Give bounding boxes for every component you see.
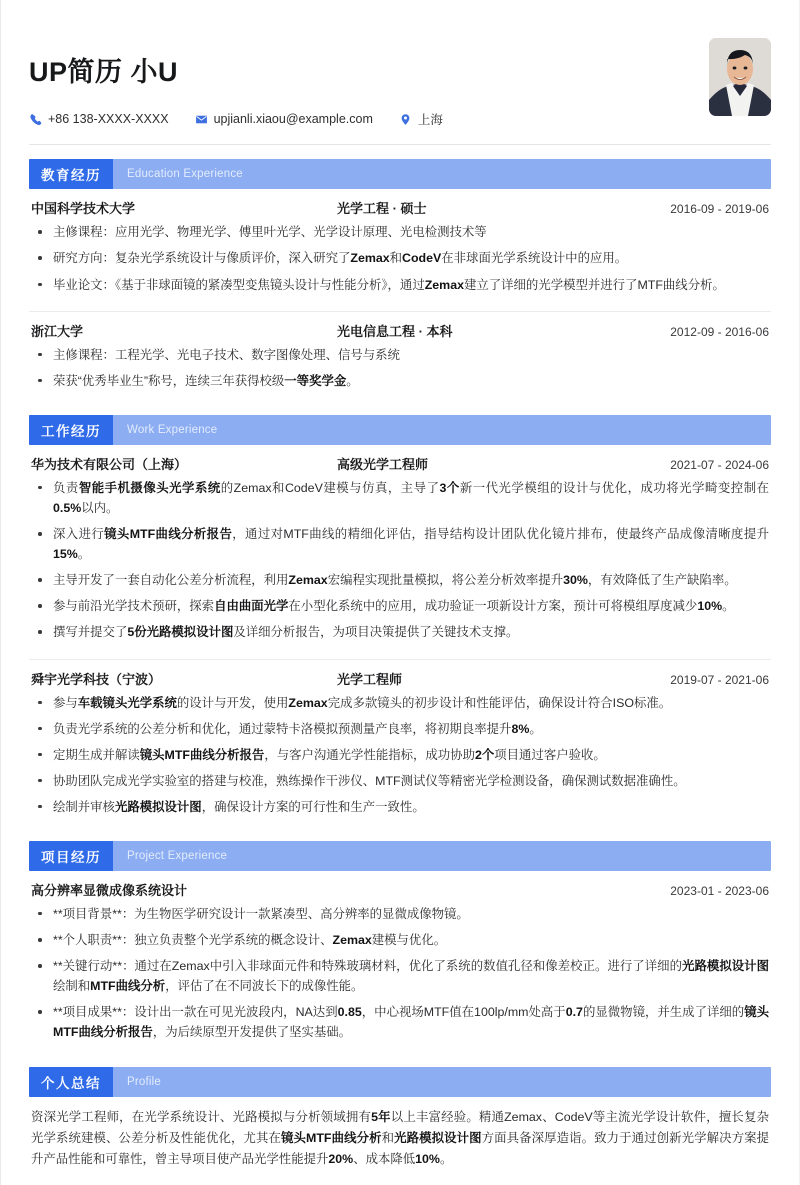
list-item: 负责智能手机摄像头光学系统的Zemax和CodeV建模与仿真，主导了3个新一代光学模组的设计与优化，成功将光学畸变控制在0.5%以内。	[31, 478, 769, 518]
section-title-zh: 项目经历	[29, 841, 113, 871]
section-header	[29, 415, 771, 445]
contact-location[interactable]	[399, 110, 443, 128]
experience-entry	[29, 871, 771, 1053]
list-item: 主修课程：应用光学、物理光学、傅里叶光学、光学设计原理、光电检测技术等	[31, 222, 769, 242]
section-work-experience	[29, 415, 771, 827]
section-project-experience	[29, 841, 771, 1053]
entry-date-range: 2019-07 - 2021-06	[670, 672, 769, 687]
avatar	[709, 38, 771, 116]
section-title-en: Profile	[127, 1075, 161, 1088]
entry-role: 光电信息工程 · 本科	[337, 323, 453, 339]
entry-organization: 华为技术有限公司（上海）	[31, 456, 188, 472]
section-title-en: Education Experience	[127, 168, 243, 181]
list-item: 协助团队完成光学实验室的搭建与校准，熟练操作干涉仪、MTF测试仪等精密光学检测设备，确保测试数据准确性。	[31, 771, 769, 791]
section-title-en: Work Experience	[127, 423, 218, 436]
contact-phone[interactable]	[29, 112, 169, 126]
entry-header	[31, 321, 769, 340]
entry-organization: 舜宇光学科技（宁波）	[31, 671, 162, 687]
entry-header	[31, 198, 769, 217]
header-divider	[29, 144, 771, 145]
experience-entry	[29, 311, 771, 401]
entry-header	[31, 880, 769, 899]
list-item: 定期生成并解读镜头MTF曲线分析报告，与客户沟通光学性能指标，成功协助2个项目通过客户验收。	[31, 745, 769, 765]
entry-bullet-list	[31, 345, 769, 391]
list-item: 参与车载镜头光学系统的设计与开发，使用Zemax完成多款镜头的初步设计和性能评估，确保设计符合ISO标准。	[31, 693, 769, 713]
entry-organization: 浙江大学	[31, 323, 84, 339]
location-pin-icon	[399, 113, 412, 126]
list-item: 撰写并提交了5份光路模拟设计图及详细分析报告，为项目决策提供了关键技术支撑。	[31, 622, 769, 642]
section-profile	[29, 1067, 771, 1171]
entry-date-range: 2016-09 - 2019-06	[670, 202, 769, 217]
entry-header	[31, 454, 769, 473]
section-title-en: Project Experience	[127, 849, 228, 862]
contact-phone-text: +86 138-XXXX-XXXX	[48, 112, 169, 127]
contact-row	[29, 110, 771, 128]
entry-role: 光学工程 · 硕士	[337, 201, 427, 217]
list-item: 负责光学系统的公差分析和优化，通过蒙特卡洛模拟预测量产良率，将初期良率提升8%。	[31, 719, 769, 739]
page-title: UP简历 小U	[29, 57, 179, 87]
contact-location-text: 上海	[417, 113, 443, 128]
entry-role: 高级光学工程师	[337, 456, 429, 472]
entry-header	[31, 669, 769, 688]
entry-date-range: 2021-07 - 2024-06	[670, 457, 769, 472]
list-item: **项目成果**：设计出一款在可见光波段内，NA达到0.85，中心视场MTF值在100lp/mm处高于0.7的显微物镜，并生成了详细的镜头MTF曲线分析报告，为后续原型开发提供了坚实基础。	[31, 1002, 769, 1042]
list-item: **个人职责**：独立负责整个光学系统的概念设计、Zemax建模与优化。	[31, 930, 769, 950]
list-item: 毕业论文：《基于非球面镜的紧凑型变焦镜头设计与性能分析》，通过Zemax建立了详细的光学模型并进行了MTF曲线分析。	[31, 275, 769, 295]
contact-email[interactable]	[195, 112, 373, 126]
entry-date-range: 2023-01 - 2023-06	[670, 883, 769, 898]
profile-summary-text: 资深光学工程师，在光学系统设计、光路模拟与分析领域拥有5年以上丰富经验。精通Zemax、CodeV等主流光学设计软件，擅长复杂光学系统建模、公差分析及性能优化，尤其在镜头MTF曲线分析和光路模拟设计图方面具备深厚造诣。致力于通过创新光学解决方案提升产品性能和可靠性，曾主导项目使产品光学性能提升20%、成本降低10%。	[31, 1109, 770, 1167]
section-header-profile	[29, 1067, 771, 1097]
envelope-icon	[195, 113, 208, 126]
entry-bullet-list	[31, 478, 769, 643]
entry-bullet-list	[31, 222, 769, 294]
section-title-zh: 工作经历	[29, 415, 113, 445]
entry-role: 光学工程师	[337, 671, 403, 687]
contact-email-text: upjianli.xiaou@example.com	[213, 112, 373, 127]
list-item: **关键行动**：通过在Zemax中引入非球面元件和特殊玻璃材料，优化了系统的数值孔径和像差校正。进行了详细的光路模拟设计图绘制和MTF曲线分析，评估了在不同波长下的成像性能。	[31, 956, 769, 996]
list-item: 参与前沿光学技术预研，探索自由曲面光学在小型化系统中的应用，成功验证一项新设计方案，预计可将模组厚度减少10%。	[31, 596, 769, 616]
list-item: 主修课程：工程光学、光电子技术、数字图像处理、信号与系统	[31, 345, 769, 365]
entry-organization: 中国科学技术大学	[31, 201, 136, 217]
entry-organization: 高分辨率显微成像系统设计	[31, 882, 188, 898]
section-header	[29, 159, 771, 189]
experience-entry	[29, 659, 771, 827]
resume-header	[29, 0, 771, 145]
entry-date-range: 2012-09 - 2016-06	[670, 324, 769, 339]
list-item: **项目背景**：为生物医学研究设计一款紧凑型、高分辨率的显微成像物镜。	[31, 904, 769, 924]
list-item: 荣获“优秀毕业生”称号，连续三年获得校级一等奖学金。	[31, 371, 769, 391]
list-item: 深入进行镜头MTF曲线分析报告，通过对MTF曲线的精细化评估，指导结构设计团队优化镜片排布，使最终产品成像清晰度提升15%。	[31, 524, 769, 564]
list-item: 主导开发了一套自动化公差分析流程，利用Zemax宏编程实现批量模拟，将公差分析效率提升30%，有效降低了生产缺陷率。	[31, 570, 769, 590]
entry-bullet-list	[31, 693, 769, 817]
sections-container	[29, 159, 771, 1052]
section-header	[29, 841, 771, 871]
section-title-zh: 个人总结	[29, 1067, 113, 1097]
list-item: 绘制并审核光路模拟设计图，确保设计方案的可行性和生产一致性。	[31, 797, 769, 817]
phone-icon	[29, 113, 42, 126]
section-title-zh: 教育经历	[29, 159, 113, 189]
section-education-experience	[29, 159, 771, 400]
entry-bullet-list	[31, 904, 769, 1043]
experience-entry	[29, 189, 771, 304]
list-item: 研究方向：复杂光学系统设计与像质评价，深入研究了Zemax和CodeV在非球面光学系统设计中的应用。	[31, 248, 769, 268]
experience-entry	[29, 445, 771, 653]
